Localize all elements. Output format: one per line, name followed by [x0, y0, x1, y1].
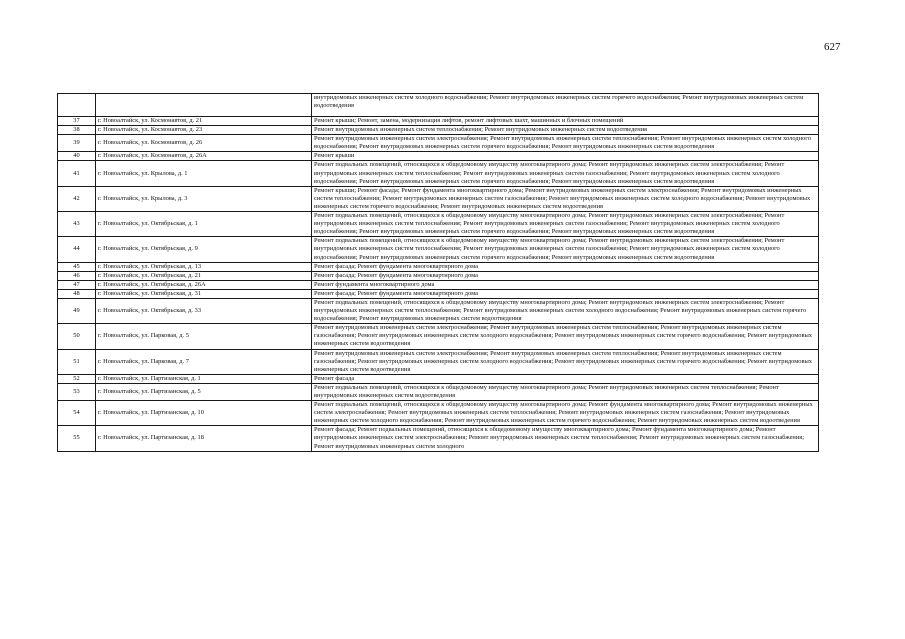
address-cell: г. Новоалтайск, ул. Октябрьская, д. 13 — [96, 262, 312, 271]
table-row — [58, 298, 819, 323]
address-cell: г. Новоалтайск, ул. Космонавтов, д. 26 — [96, 135, 312, 152]
address-cell: г. Новоалтайск, ул. Октябрьская, д. 21 — [96, 271, 312, 280]
address-cell: г. Новоалтайск, ул. Крылова, д. 1 — [96, 161, 312, 186]
row-number-cell: 45 — [58, 262, 96, 271]
row-number-cell: 50 — [58, 324, 96, 349]
works-cell: Ремонт фасада; Ремонт фундамента многоквартирного дома — [312, 262, 819, 271]
works-cell: Ремонт внутридомовых инженерных систем теплоснабжения; Ремонт внутридомовых инженерных систем водоотведения — [312, 126, 819, 135]
address-cell: г. Новоалтайск, ул. Космонавтов, д. 26А — [96, 152, 312, 161]
table-row — [58, 383, 819, 400]
works-cell: Ремонт фасада; Ремонт фундамента многоквартирного дома — [312, 271, 819, 280]
works-cell: внутридомовых инженерных систем холодного водоснабжения; Ремонт внутридомовых инженерных систем горячего водоснабжения; Ремонт внутридомовых инженерных систем водоотведения — [312, 94, 819, 117]
row-number-cell: 46 — [58, 271, 96, 280]
works-cell: Ремонт внутридомовых инженерных систем электроснабжения; Ремонт внутридомовых инженерных систем теплоснабжения; Ремонт внутридомовых инженерных систем газоснабжения; Ремонт внутридомовых инженерных систем холодного водоснабжения; Ремонт внутридомовых инженерных систем горячего водоснабжения; Ремонт внутридомовых инженерных систем водоотведения — [312, 349, 819, 374]
table-row — [58, 426, 819, 451]
address-cell: г. Новоалтайск, ул. Космонавтов, д. 21 — [96, 117, 312, 126]
address-cell: г. Новоалтайск, ул. Партизанская, д. 18 — [96, 426, 312, 451]
row-number-cell: 43 — [58, 212, 96, 237]
works-cell: Ремонт подвальных помещений, относящихся к общедомовому имуществу многоквартирного дома; Ремонт внутридомовых инженерных систем электроснабжения; Ремонт внутридомовых инженерных систем теплоснабжения; Ремонт внутридомовых инженерных систем газоснабжения; Ремонт внутридомовых инженерных систем холодного водоснабжения; Ремонт внутридомовых инженерных систем горячего водоснабжения; Ремонт внутридомовых инженерных систем водоотведения — [312, 161, 819, 186]
table-row — [58, 262, 819, 271]
table-row — [58, 135, 819, 152]
address-cell — [96, 94, 312, 117]
works-cell: Ремонт подвальных помещений, относящихся к общедомовому имуществу многоквартирного дома; Ремонт внутридомовых инженерных систем электроснабжения; Ремонт внутридомовых инженерных систем теплоснабжения; Ремонт внутридомовых инженерных систем газоснабжения; Ремонт внутридомовых инженерных систем холодного водоснабжения; Ремонт внутридомовых инженерных систем горячего водоснабжения; Ремонт внутридомовых инженерных систем водоотведения — [312, 237, 819, 262]
page-number: 627 — [824, 41, 841, 53]
table-row — [58, 271, 819, 280]
works-cell: Ремонт подвальных помещений, относящихся к общедомовому имуществу многоквартирного дома; Ремонт внутридомовых инженерных систем теплоснабжения; Ремонт внутридомовых инженерных систем водоотведения — [312, 383, 819, 400]
address-cell: г. Новоалтайск, ул. Парковая, д. 5 — [96, 324, 312, 349]
works-cell: Ремонт подвальных помещений, относящихся к общедомовому имуществу многоквартирного дома; Ремонт фундамента многоквартирного дома; Ремонт внутридомовых инженерных систем электроснабжения; Ремонт внутридомовых инженерных систем теплоснабжения; Ремонт внутридомовых инженерных систем газоснабжения; Ремонт внутридомовых инженерных систем холодного водоснабжения; Ремонт внутридомовых инженерных систем горячего водоснабжения; Ремонт внутридомовых инженерных систем водоотведения — [312, 401, 819, 426]
table-row — [58, 237, 819, 262]
table-row — [58, 324, 819, 349]
row-number-cell: 38 — [58, 126, 96, 135]
table-row — [58, 280, 819, 289]
table-body — [58, 94, 819, 452]
works-cell: Ремонт фундамента многоквартирного дома — [312, 280, 819, 289]
table-row — [58, 94, 819, 117]
address-cell: г. Новоалтайск, ул. Парковая, д. 7 — [96, 349, 312, 374]
works-cell: Ремонт фасада; Ремонт подвальных помещений, относящихся к общедомовому имуществу многоквартирного дома; Ремонт фундамента многоквартирного дома; Ремонт внутридомовых инженерных систем электроснабжения; Ремонт внутридомовых инженерных систем теплоснабжения; Ремонт внутридомовых инженерных систем газоснабжения; Ремонт внутридомовых инженерных систем холодного — [312, 426, 819, 451]
row-number-cell: 49 — [58, 298, 96, 323]
works-cell: Ремонт крыши; Ремонт фасада; Ремонт фундамента многоквартирного дома; Ремонт внутридомовых инженерных систем электроснабжения; Ремонт внутридомовых инженерных систем теплоснабжения; Ремонт внутридомовых инженерных систем газоснабжения; Ремонт внутридомовых инженерных систем холодного водоснабжения; Ремонт внутридомовых инженерных систем горячего водоснабжения; Ремонт внутридомовых инженерных систем водоотведения — [312, 186, 819, 211]
table-row — [58, 161, 819, 186]
table-row — [58, 401, 819, 426]
row-number-cell: 42 — [58, 186, 96, 211]
row-number-cell: 41 — [58, 161, 96, 186]
row-number-cell: 37 — [58, 117, 96, 126]
table-row — [58, 289, 819, 298]
row-number-cell: 40 — [58, 152, 96, 161]
address-cell: г. Новоалтайск, ул. Крылова, д. 3 — [96, 186, 312, 211]
address-cell: г. Новоалтайск, ул. Партизанская, д. 5 — [96, 383, 312, 400]
table-row — [58, 374, 819, 383]
row-number-cell: 51 — [58, 349, 96, 374]
works-cell: Ремонт внутридомовых инженерных систем электроснабжения; Ремонт внутридомовых инженерных систем теплоснабжения; Ремонт внутридомовых инженерных систем холодного водоснабжения; Ремонт внутридомовых инженерных систем горячего водоснабжения; Ремонт внутридомовых инженерных систем водоотведения — [312, 135, 819, 152]
works-cell: Ремонт внутридомовых инженерных систем электроснабжения; Ремонт внутридомовых инженерных систем теплоснабжения; Ремонт внутридомовых инженерных систем газоснабжения; Ремонт внутридомовых инженерных систем холодного водоснабжения; Ремонт внутридомовых инженерных систем горячего водоснабжения; Ремонт внутридомовых инженерных систем водоотведения — [312, 324, 819, 349]
table-row — [58, 349, 819, 374]
works-cell: Ремонт подвальных помещений, относящихся к общедомовому имуществу многоквартирного дома; Ремонт внутридомовых инженерных систем электроснабжения; Ремонт внутридомовых инженерных систем теплоснабжения; Ремонт внутридомовых инженерных систем холодного водоснабжения; Ремонт внутридомовых инженерных систем горячего водоснабжения; Ремонт внутридомовых инженерных систем водоотведения — [312, 298, 819, 323]
row-number-cell: 47 — [58, 280, 96, 289]
row-number-cell: 55 — [58, 426, 96, 451]
address-cell: г. Новоалтайск, ул. Октябрьская, д. 1 — [96, 212, 312, 237]
row-number-cell: 54 — [58, 401, 96, 426]
works-cell: Ремонт подвальных помещений, относящихся к общедомовому имуществу многоквартирного дома; Ремонт внутридомовых инженерных систем электроснабжения; Ремонт внутридомовых инженерных систем теплоснабжения; Ремонт внутридомовых инженерных систем газоснабжения; Ремонт внутридомовых инженерных систем холодного водоснабжения; Ремонт внутридомовых инженерных систем горячего водоснабжения; Ремонт внутридомовых инженерных систем водоотведения — [312, 212, 819, 237]
address-cell: г. Новоалтайск, ул. Партизанская, д. 1 — [96, 374, 312, 383]
row-number-cell: 39 — [58, 135, 96, 152]
row-number-cell: 48 — [58, 289, 96, 298]
works-cell: Ремонт крыши; Ремонт, замена, модернизация лифтов, ремонт лифтовых шахт, машинных и блочных помещений — [312, 117, 819, 126]
works-cell: Ремонт фасада; Ремонт фундамента многоквартирного дома — [312, 289, 819, 298]
table-row — [58, 212, 819, 237]
address-cell: г. Новоалтайск, ул. Октябрьская, д. 26А — [96, 280, 312, 289]
table-row — [58, 152, 819, 161]
table-row — [58, 117, 819, 126]
address-cell: г. Новоалтайск, ул. Октябрьская, д. 31 — [96, 289, 312, 298]
works-cell: Ремонт фасада — [312, 374, 819, 383]
address-cell: г. Новоалтайск, ул. Октябрьская, д. 9 — [96, 237, 312, 262]
table-row — [58, 186, 819, 211]
address-cell: г. Новоалтайск, ул. Партизанская, д. 10 — [96, 401, 312, 426]
row-number-cell: 44 — [58, 237, 96, 262]
address-cell: г. Новоалтайск, ул. Октябрьская, д. 33 — [96, 298, 312, 323]
repair-schedule-table — [57, 93, 819, 452]
row-number-cell — [58, 94, 96, 117]
table-row — [58, 126, 819, 135]
row-number-cell: 53 — [58, 383, 96, 400]
address-cell: г. Новоалтайск, ул. Космонавтов, д. 23 — [96, 126, 312, 135]
works-cell: Ремонт крыши — [312, 152, 819, 161]
row-number-cell: 52 — [58, 374, 96, 383]
